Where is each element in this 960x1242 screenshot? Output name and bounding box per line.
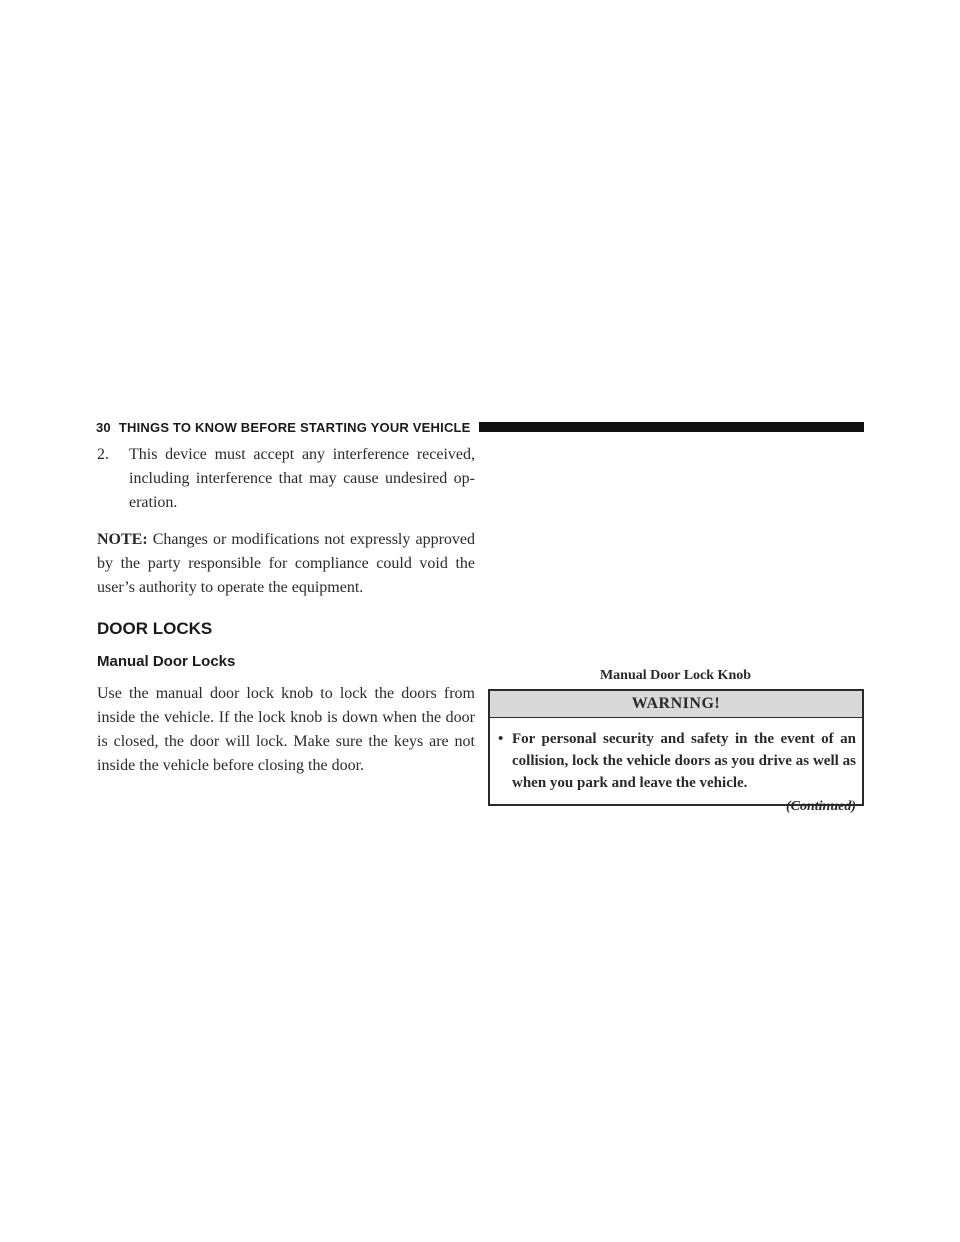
page-number: 30: [96, 419, 111, 435]
continued-label: (Continued): [785, 799, 856, 814]
heading-door-locks: DOOR LOCKS: [97, 619, 213, 638]
note-label: NOTE:: [97, 531, 148, 548]
note-text: Changes or modifications not expressly approved by the party responsible for compliance could void the user’s authority to operate the equipment.: [97, 531, 475, 596]
figure-caption: Manual Door Lock Knob: [599, 668, 752, 683]
list-item-number: 2.: [97, 446, 109, 463]
left-column: [97, 443, 475, 778]
section-title: THINGS TO KNOW BEFORE STARTING YOUR VEHICLE: [118, 419, 471, 435]
list-item-text: This device must accept any interference received, including interference that may cause undesired op-eration.: [129, 446, 475, 511]
warning-title: WARNING!: [490, 691, 862, 718]
warning-bullet-text: For personal security and safety in the event of an collision, lock the vehicle doors as you drive as well as when you park and leave the vehicle.: [512, 731, 856, 791]
header-rule: [479, 422, 864, 432]
warning-bullet-item: [498, 728, 856, 794]
manual-door-locks-paragraph: Use the manual door lock knob to lock the doors from inside the vehicle. If the lock knob is down when the door is closed, the door will lock. Make sure the keys are not inside the vehicle before closing the door.: [97, 685, 475, 774]
warning-body: [490, 718, 862, 804]
bullet-icon: •: [498, 731, 504, 747]
note-paragraph: [97, 528, 475, 600]
page-header: [96, 418, 864, 436]
warning-box: [488, 689, 864, 806]
numbered-list-item: [97, 443, 475, 515]
heading-manual-door-locks: Manual Door Locks: [97, 653, 236, 670]
